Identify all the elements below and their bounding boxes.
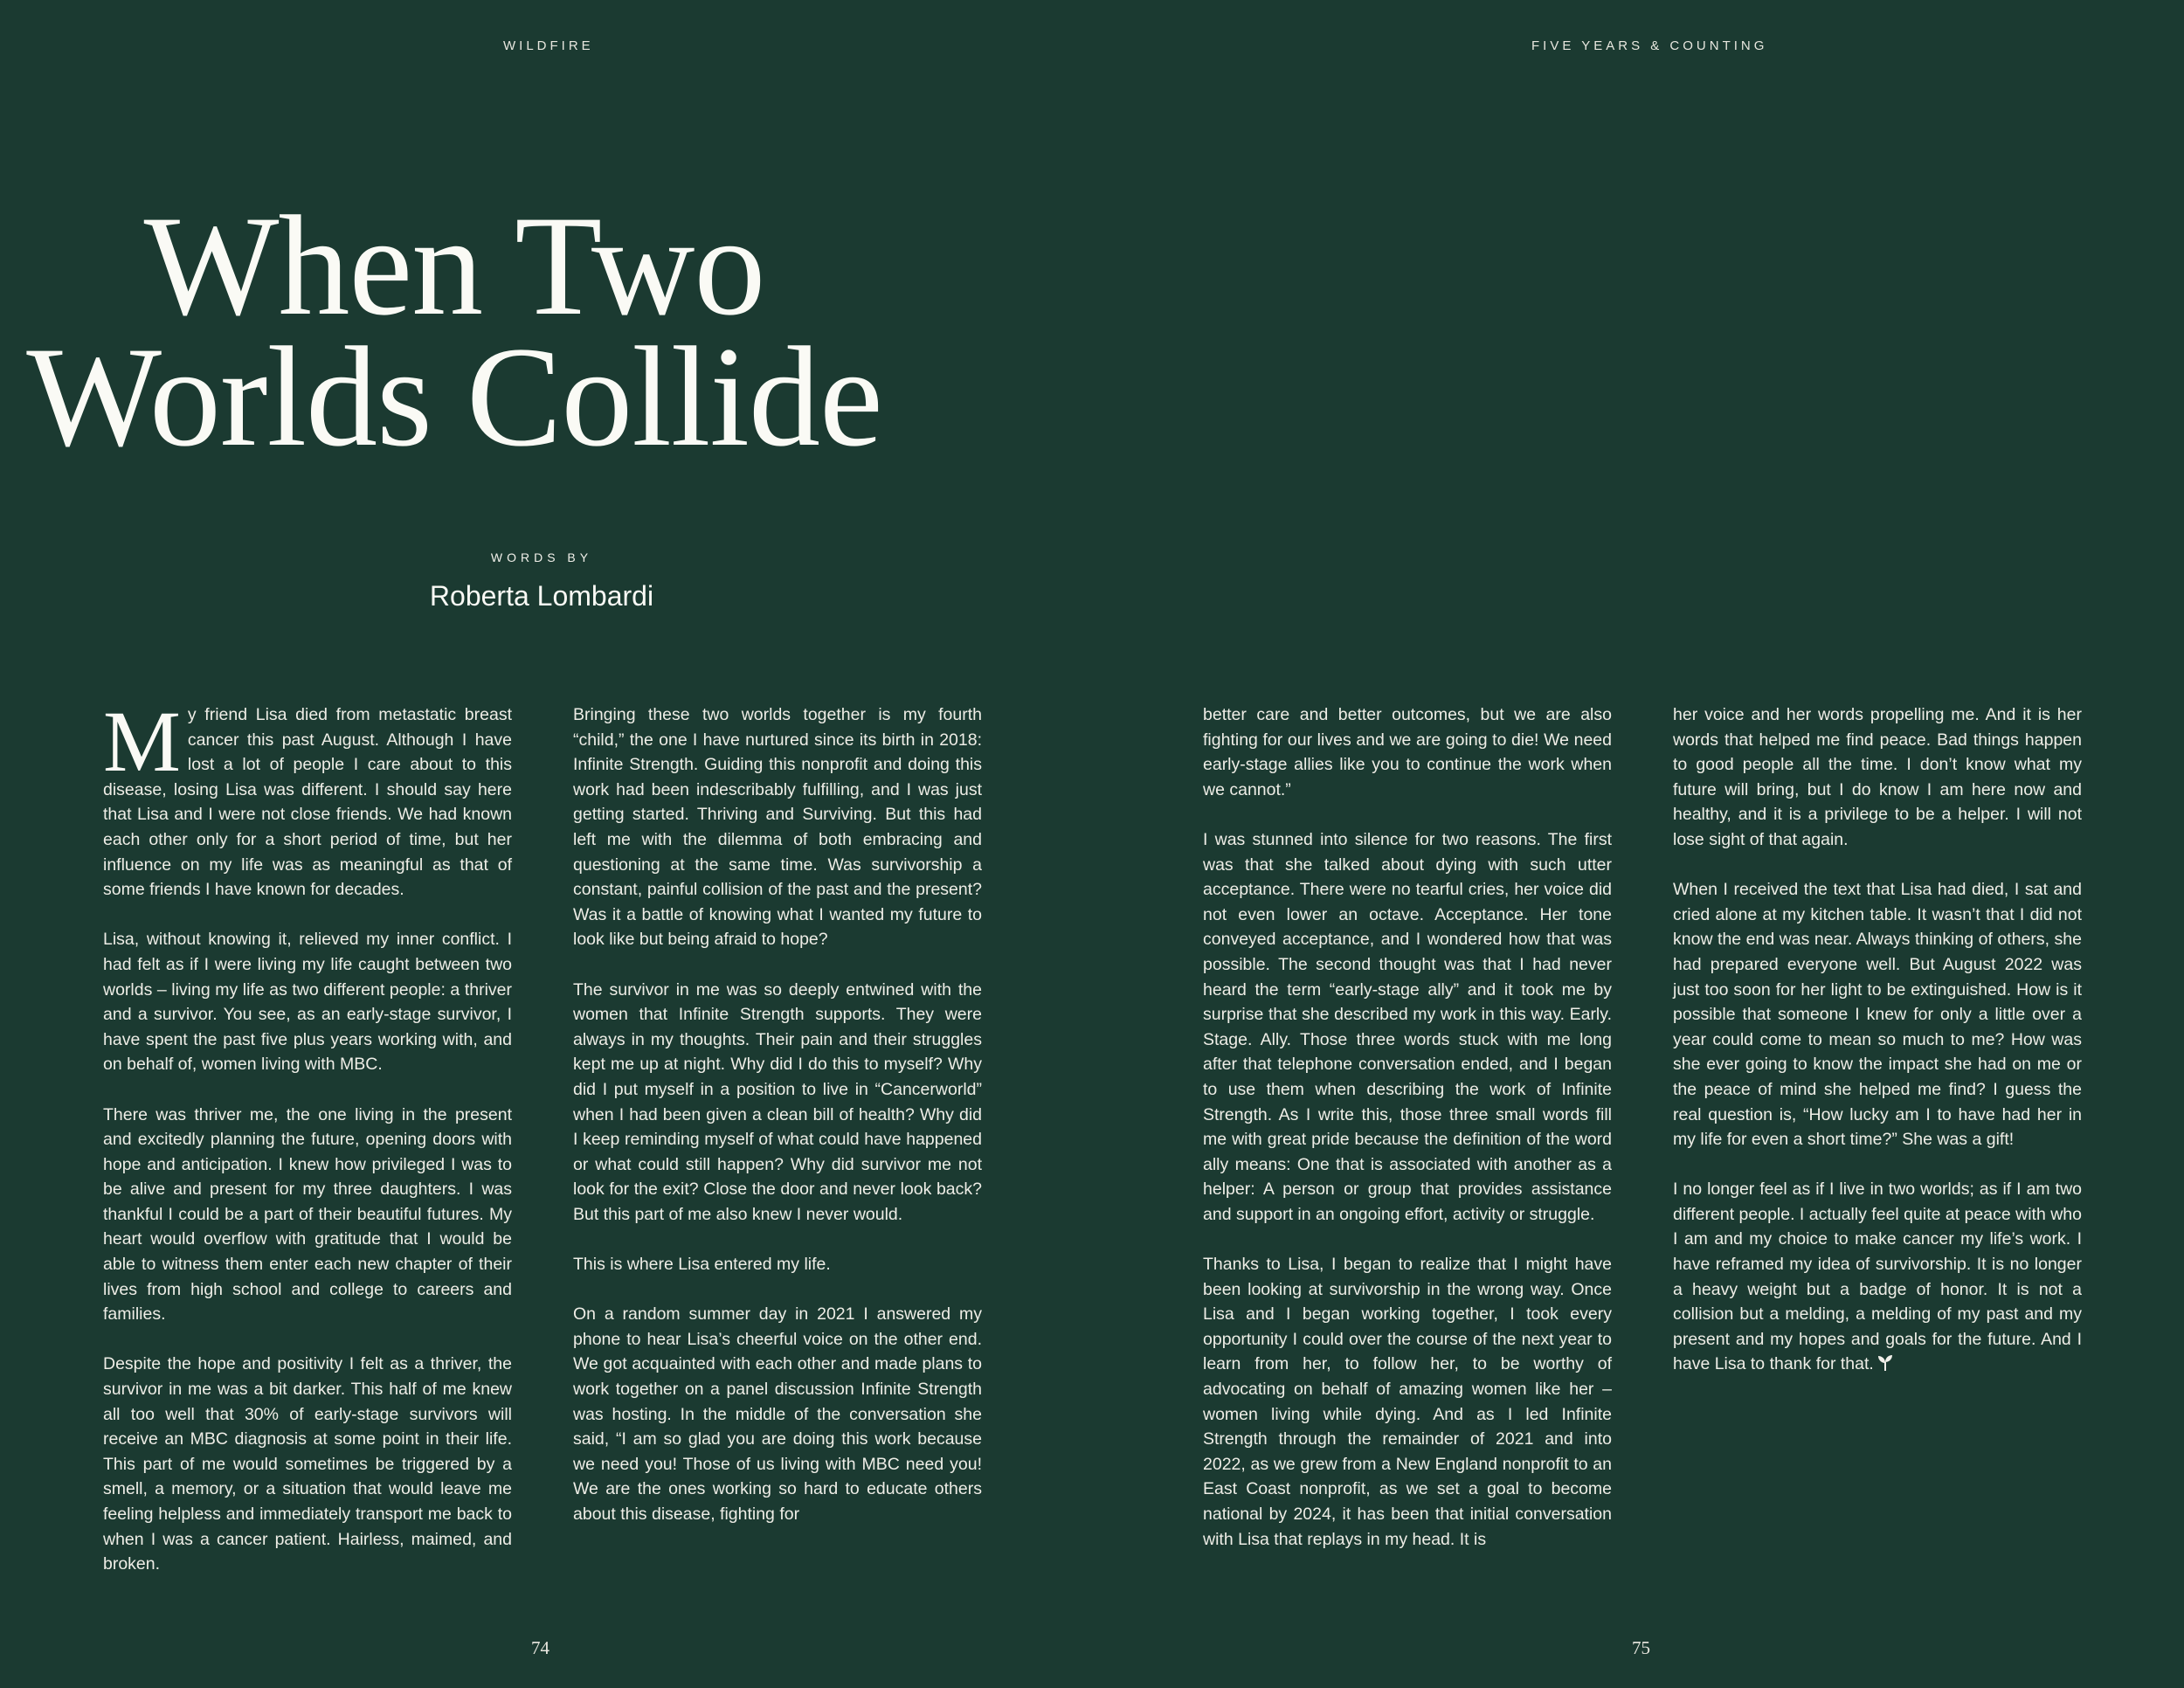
title-line-1: When Two [143,187,765,345]
paragraph [1673,1177,2082,1380]
paragraph: better care and better outcomes, but we are also fighting for our lives and we are going to die! We need early-stage allies like you to continue the work when we cannot.” [1203,705,1612,799]
paragraph: Thanks to Lisa, I began to realize that I might have been looking at survivorship in the wrong way. Once Lisa and I began working together, I took every opportunity I could over the course of the next year to learn from her, to follow her, to be worthy of advocating on behalf of amazing women like her – women living while dying. And as I led Infinite Strength through the remainder of 2021 and into 2022, as we grew from a New England nonprofit to an East Coast nonprofit, as we set a goal to become national by 2024, it has been that initial conversation with Lisa that replays in my head. It is [1203,1255,1612,1549]
paragraph: When I received the text that Lisa had died, I sat and cried alone at my kitchen table. It wasn’t that I did not know the end was near. Always thinking of others, she had prepared everyone well. But August 2022 was just too soon for her light to be extinguished. How is it possible that someone I knew for only a little over a year could come to mean so much to me? How was she ever going to know the impact she had on me or the peace of mind she helped me find? I guess the real question is, “How lucky am I to have had her in my life for even a short time?” She was a gift! [1673,880,2082,1150]
paragraph: Lisa, without knowing it, relieved my inner conflict. I had felt as if I were living my life caught between two worlds – living my life as two different people: a thriver and a survivor. You see, as an early-stage survivor, I have spent the past five plus years working with, and on behalf of, women living with MBC. [103,930,512,1075]
paragraph: I was stunned into silence for two reasons. The first was that she talked about dying with such utter acceptance. There were no tearful cries, her voice did not even lower an octave. Acceptance. Her tone conveyed acceptance, and I wondered how that was possible. The second thought was that I had never heard the term “early-stage ally” and it took me by surprise that she described my work in this way. Early. Stage. Ally. Those three words stuck with me long after that telephone conversation ended, and I began to use them when describing the work of Infinite Strength. As I write this, those three small words fill me with great pride because the definition of the word ally means: One that is associated with another as a helper: A person or group that provides assistance and support in an ongoing effort, activity or struggle. [1203,829,1612,1224]
byline-label: WORDS BY [490,550,593,564]
drop-cap: M [103,693,181,790]
text-column-2 [573,702,982,1552]
paragraph: On a random summer day in 2021 I answered my phone to hear Lisa’s cheerful voice on the other end. We got acquainted with each other and made plans to work together on a panel discussion Infinite Strength was hosting. In the middle of the conversation she said, “I am so glad you are doing this work because we need you! Those of us living with MBC need you! We are the ones working so hard to educate others about this disease, fighting for [573,1304,982,1524]
article-title [0,187,909,476]
paragraph: Bringing these two worlds together is my fourth “child,” the one I have nurtured since its birth in 2018: Infinite Strength. Guiding this nonprofit and doing this work had been indescribably fulfilling, and I was just getting started. Thriving and Surviving. But this had left me with the dilemma of both embracing and questioning at the same time. Was survivorship a constant, painful collision of the past and the present? Was it a battle of knowing what I wanted my future to look like but being afraid to hope? [573,705,982,950]
author-name: Roberta Lombardi [429,580,654,612]
running-head-left: WILDFIRE [503,38,594,53]
paragraph-text: y friend Lisa died from metastatic breast cancer this past August. Although I have lost a lot of people I care about to this disease, losing Lisa was different. I should say here that Lisa and I were not close friends. We had known each other only for a short period of time, but her influence on my life was as meaningful as that of some friends I have known for decades. [103,705,512,900]
paragraph [103,693,512,903]
paragraph: There was thriver me, the one living in the present and excitedly planning the future, opening doors with hope and anticipation. I knew how privileged I was to be alive and present for my three daughters. I was thankful I could be a part of their beautiful futures. My heart would overflow with gratitude that I would be able to witness them enter each new chapter of their lives from high school and college to careers and families. [103,1104,512,1325]
paragraph-text: I no longer feel as if I live in two worlds; as if I am two different people. I actually feel quite at peace with who I am and my choice to make cancer my life’s work. I have reframed my idea of survivorship. It is no longer a heavy weight but a badge of honor. It is not a collision but a melding, a melding of my past and my present and my hopes and goals for the future. And I have Lisa to thank for that. [1673,1180,2082,1374]
paragraph: This is where Lisa entered my life. [573,1255,831,1275]
text-column-4 [1673,702,2082,1405]
sprout-icon [1877,1354,1893,1380]
paragraph: The survivor in me was so deeply entwined with the women that Infinite Strength supports. They were always in my thoughts. Their pain and their struggles kept me up at night. Why did I do this to myself? Why did I put myself in a position to live in “Cancerworld” when I had been given a clean bill of health? Why did I keep reminding myself of what could have happened or what could still happen? Why did survivor me not look for the exit? Close the door and never look back? But this part of me also knew I never would. [573,979,982,1224]
right-page [1092,0,2184,1688]
text-column-3 [1203,702,1612,1577]
title-line-2: Worlds Collide [26,318,882,476]
paragraph: her voice and her words propelling me. And it is her words that helped me find peace. Bad things happen to good people all the time. I don’t know what my future will bring, but I do know I am here now and healthy, and it is a privilege to be a helper. I will not lose sight of that again. [1673,705,2082,849]
page-number-left: 74 [531,1637,549,1658]
text-column-1 [103,693,512,1602]
paragraph: Despite the hope and positivity I felt as a thriver, the survivor in me was a bit darker. This half of me knew all too well that 30% of early-stage survivors will receive an MBC diagnosis at some point in their life. This part of me would sometimes be triggered by a smell, a memory, or a situation that would leave me feeling helpless and immediately transport me back to when I was a cancer patient. Hairless, maimed, and broken. [103,1354,512,1574]
running-head-right: FIVE YEARS & COUNTING [1531,38,1768,53]
page-number-right: 75 [1632,1637,1650,1658]
